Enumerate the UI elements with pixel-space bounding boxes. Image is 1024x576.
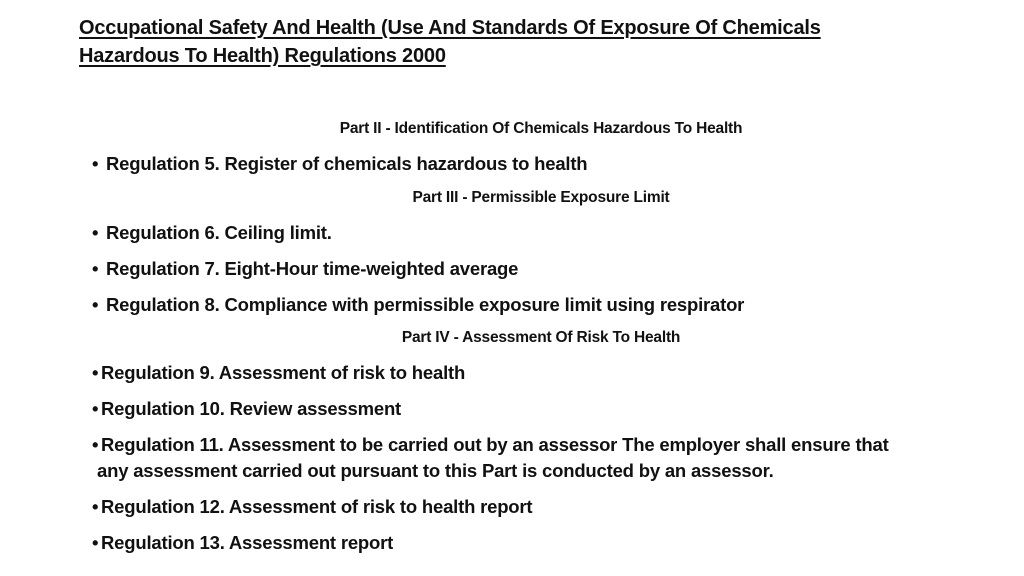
section-heading-part-4: Part IV - Assessment Of Risk To Health [401, 329, 681, 346]
section-heading-part-3: Part III - Permissible Exposure Limit [412, 189, 670, 206]
regulation-12 [92, 494, 1002, 520]
bullet-icon: • [92, 153, 99, 174]
regulation-7-text: Regulation 7. Eight-Hour time-weighted average [106, 258, 519, 279]
regulation-10 [92, 396, 1002, 422]
section-heading-part-2: Part II - Identification Of Chemicals Hazardous To Health [339, 120, 743, 137]
regulation-5-text: Regulation 5. Register of chemicals hazardous to health [106, 153, 588, 174]
bullet-icon: • [92, 532, 99, 553]
slide-title [79, 14, 979, 70]
regulation-13-text: Regulation 13. Assessment report [101, 532, 394, 553]
regulation-8-text: Regulation 8. Compliance with permissible exposure limit using respirator [106, 294, 745, 315]
regulation-9-text: Regulation 9. Assessment of risk to health [101, 362, 466, 383]
regulation-9 [92, 360, 1002, 386]
bullet-icon: • [92, 496, 99, 517]
regulation-8 [92, 292, 1002, 318]
bullet-icon: • [92, 362, 99, 383]
bullet-icon: • [92, 222, 99, 243]
bullet-icon: • [92, 434, 99, 455]
regulation-10-text: Regulation 10. Review assessment [101, 398, 402, 419]
regulation-6 [92, 220, 1002, 246]
title-line-2: Hazardous To Health) Regulations 2000 [79, 45, 446, 67]
bullet-icon: • [92, 398, 99, 419]
regulation-5 [92, 151, 1002, 177]
regulation-13 [92, 530, 1002, 556]
bullet-icon: • [92, 294, 99, 315]
regulation-12-text: Regulation 12. Assessment of risk to health report [101, 496, 533, 517]
regulation-11 [92, 432, 1002, 484]
regulation-7 [92, 256, 1002, 282]
regulation-6-text: Regulation 6. Ceiling limit. [106, 222, 332, 243]
bullet-icon: • [92, 258, 99, 279]
regulation-11-text: Regulation 11. Assessment to be carried out by an assessor The employer shall ensure that [101, 434, 889, 455]
regulation-11-continuation: any assessment carried out pursuant to this Part is conducted by an assessor. [97, 460, 774, 481]
title-line-1: Occupational Safety And Health (Use And Standards Of Exposure Of Chemicals [79, 17, 821, 39]
